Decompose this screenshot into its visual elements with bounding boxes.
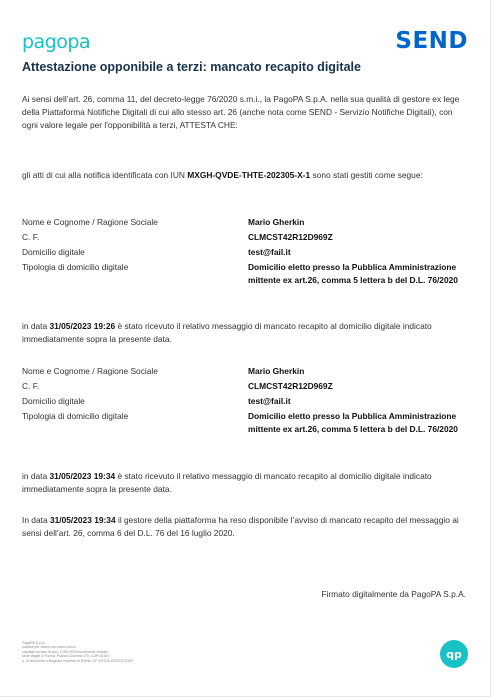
event-date: 31/05/2023 19:34 — [49, 471, 116, 481]
label-domicile-type: Tipologia di domicilio digitale — [22, 411, 129, 421]
label-domicile: Domicilio digitale — [22, 247, 85, 257]
notice-prefix: gli atti di cui alla notifica identificata con IUN — [22, 170, 188, 180]
event-suffix: è stato ricevuto il relativo messaggio di mancato recapito al domicilio digitale indicato immediatamente sopra la presente data. — [22, 321, 432, 344]
footer-line: capitale sociale di euro 1,000,000 interamente versato — [22, 649, 109, 654]
pagopa-badge-icon: qp — [440, 640, 468, 668]
event-prefix: in data — [22, 471, 50, 481]
svg-text:pagopa: pagopa — [22, 31, 91, 53]
event-prefix: in data — [22, 321, 50, 331]
label-domicile: Domicilio digitale — [22, 396, 85, 406]
send-logo: SEND — [395, 28, 468, 54]
label-cf: C. F. — [22, 232, 40, 242]
label-domicile-type: Tipologia di domicilio digitale — [22, 262, 129, 272]
closing-paragraph — [22, 514, 470, 540]
event-suffix: è stato ricevuto il relativo messaggio di mancato recapito al domicilio digitale indicato immediatamente sopra la presente data. — [22, 471, 432, 494]
document-title: Attestazione opponibile a terzi: mancato recapito digitale — [22, 60, 361, 74]
recipient-cf: CLMCST42R12D969Z — [248, 232, 333, 242]
pagopa-logo — [22, 31, 102, 53]
event-date: 31/05/2023 19:26 — [49, 321, 116, 331]
company-footer — [22, 641, 202, 663]
iun-value: MXGH-QVDE-THTE-202305-X-1 — [187, 170, 311, 180]
event-1-paragraph — [22, 320, 470, 346]
recipient-domicile: test@fail.it — [248, 396, 291, 406]
closing-suffix: il gestore della piattaforma ha reso disponibile l’avviso di mancato recapito del messaggio ai sensi dell’art. 26, comma 6 del D.L. 76 del 16 luglio 2020. — [22, 515, 459, 538]
footer-line: PagoPA S.p.A. — [22, 641, 46, 645]
notice-suffix: sono stati gestiti come segue: — [310, 170, 423, 180]
footer-line: società per azioni con socio unico — [22, 645, 76, 650]
footer-line: sede legale in Roma, Piazza Colonna 370, CAP 00187 — [22, 654, 110, 659]
recipient-domicile: test@fail.it — [248, 247, 291, 257]
label-name: Nome e Cognome / Ragione Sociale — [22, 217, 158, 227]
event-2-paragraph — [22, 470, 470, 496]
recipient-cf: CLMCST42R12D969Z — [248, 381, 333, 391]
recipient-domicile-type: Domicilio eletto presso la Pubblica Amministrazione mittente ex art.26, comma 5 lettera b del D.L. 76/2020 — [248, 262, 458, 285]
label-cf: C. F. — [22, 381, 40, 391]
recipient-name: Mario Gherkin — [248, 366, 305, 376]
recipient-domicile-type: Domicilio eletto presso la Pubblica Amministrazione mittente ex art.26, comma 5 lettera b del D.L. 76/2020 — [248, 411, 458, 434]
label-name: Nome e Cognome / Ragione Sociale — [22, 366, 158, 376]
recipient-name: Mario Gherkin — [248, 217, 305, 227]
signature-line: Firmato digitalmente da PagoPA S.p.A. — [321, 589, 466, 599]
footer-line: n. di iscrizione a Registro Imprese di Roma, CF e P.IVA 15376371009 — [22, 658, 133, 663]
intro-paragraph: Ai sensi dell’art. 26, comma 11, del decreto-legge 76/2020 s.m.i., la PagoPA S.p.A. nella sua qualità di gestore ex lege della Piattaforma Notifiche Digitali di cui allo stesso art. 26 (anche nota come SEND - Servizio Notifiche Digitali), con ogni valore legale per l'opponibilità a terzi, ATTESTA CHE: — [22, 94, 460, 130]
closing-date: 31/05/2023 19:34 — [49, 515, 116, 525]
closing-prefix: In data — [22, 515, 50, 525]
notice-paragraph — [22, 169, 470, 182]
